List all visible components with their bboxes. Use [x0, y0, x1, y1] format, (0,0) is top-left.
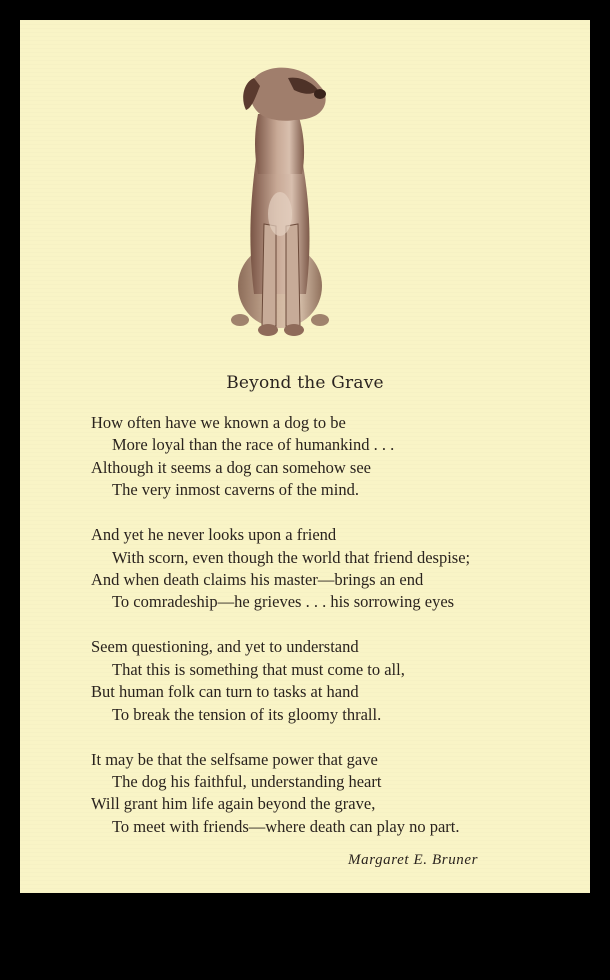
poem-title: Beyond the Grave [226, 373, 384, 393]
poem-line: More loyal than the race of humankind . . . [112, 435, 395, 455]
poem-line: The dog his faithful, understanding heart [112, 772, 382, 792]
poem-line: How often have we known a dog to be [91, 413, 346, 432]
poem-line: And yet he never looks upon a friend [91, 525, 337, 545]
stanza-1 [91, 412, 470, 502]
poem-body [91, 412, 470, 861]
author-signature: Margaret E. Bruner [348, 852, 479, 868]
poem-line: Will grant him life again beyond the grave, [91, 794, 376, 814]
poem-line: Seem questioning, and yet to understand [91, 637, 359, 657]
dog-illustration-icon [228, 64, 332, 344]
stanza-4 [91, 749, 470, 839]
poem-line: To comradeship—he grieves . . . his sorrowing eyes [112, 592, 455, 612]
stanza-3 [91, 636, 470, 726]
poem-line: To break the tension of its gloomy thrall. [112, 704, 382, 724]
poem-line: To meet with friends—where death can play no part. [112, 816, 460, 836]
poem-line: It may be that the selfsame power that gave [91, 749, 378, 769]
stanza-2 [91, 524, 470, 614]
poem-line: And when death claims his master—brings an end [91, 570, 424, 590]
poem-line: Although it seems a dog can somehow see [91, 457, 371, 477]
poem-line: But human folk can turn to tasks at hand [91, 682, 359, 702]
poem-line: That this is something that must come to all, [112, 659, 405, 679]
poem-line: The very inmost caverns of the mind. [112, 480, 359, 500]
poem-card [20, 20, 590, 893]
poem-line: With scorn, even though the world that friend despise; [112, 547, 471, 567]
